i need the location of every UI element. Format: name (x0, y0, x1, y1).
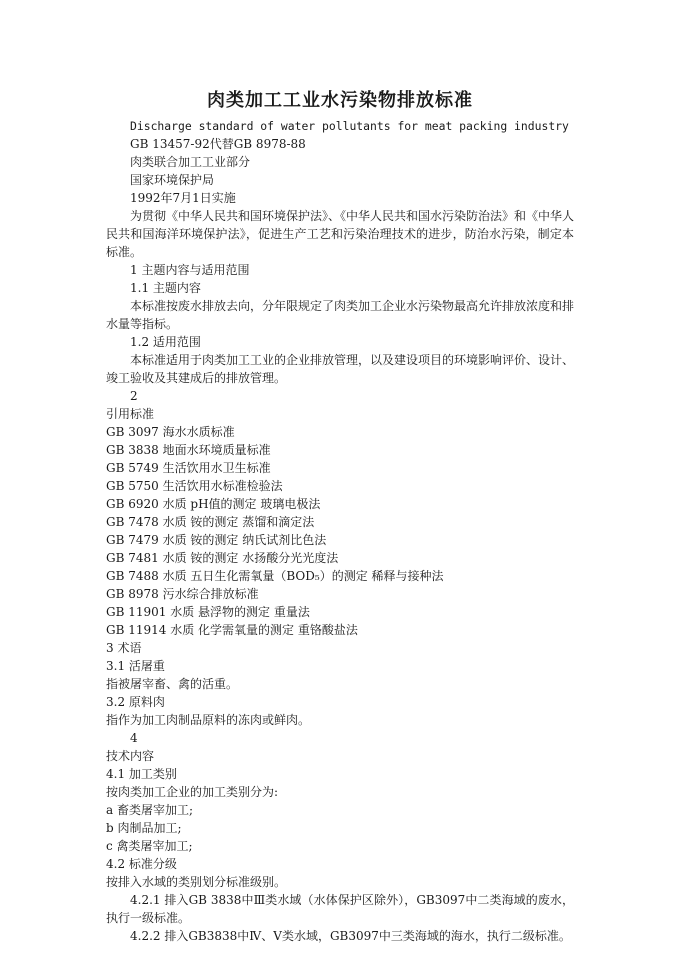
section-4-number: 4 (130, 731, 138, 745)
reference-item: GB 5750 生活饮用水标准检验法 (106, 479, 283, 493)
section-4-2-2-text: 4.2.2 排入GB3838中Ⅳ、Ⅴ类水域，GB3097中三类海域的海水，执行二级标准。 (130, 929, 571, 943)
reference-item: GB 5749 生活饮用水卫生标准 (106, 461, 271, 475)
section-3-2-title: 3.2 原料肉 (106, 695, 165, 709)
department-line-2: 国家环境保护局 (130, 173, 215, 187)
section-3-1-title: 3.1 活屠重 (106, 659, 165, 673)
reference-item: GB 11901 水质 悬浮物的测定 重量法 (106, 605, 310, 619)
category-item: b 肉制品加工; (106, 821, 182, 835)
reference-item: GB 7478 水质 铵的测定 蒸馏和滴定法 (106, 515, 315, 529)
section-2-title: 引用标准 (106, 407, 155, 421)
reference-item: GB 8978 污水综合排放标准 (106, 587, 259, 601)
reference-item: GB 3838 地面水环境质量标准 (106, 443, 271, 457)
section-1-1-title: 1.1 主题内容 (130, 281, 201, 295)
section-3-1-text: 指被屠宰畜、禽的活重。 (106, 677, 239, 691)
page-title: 肉类加工工业水污染物排放标准 (207, 90, 473, 111)
reference-item: GB 7479 水质 铵的测定 纳氏试剂比色法 (106, 533, 327, 547)
reference-item: GB 7481 水质 铵的测定 水扬酸分光光度法 (106, 551, 339, 565)
section-1-2-title: 1.2 适用范围 (130, 335, 201, 349)
department-line-1: 肉类联合加工工业部分 (130, 155, 251, 169)
section-4-2-1-text: 4.2.1 排入GB 3838中Ⅲ类水域（水体保护区除外），GB3097中二类海域的废水，执行一级标准。 (106, 893, 574, 925)
section-1-1-text: 本标准按废水排放去向，分年限规定了肉类加工企业水污染物最高允许排放浓度和排水量等指标。 (106, 299, 575, 331)
effective-date: 1992年7月1日实施 (130, 191, 236, 205)
section-1-2-text: 本标准适用于肉类加工工业的企业排放管理，以及建设项目的环境影响评价、设计、竣工验收及其建成后的排放管理。 (106, 353, 575, 385)
reference-item: GB 3097 海水水质标准 (106, 425, 235, 439)
section-3-2-text: 指作为加工肉制品原料的冻肉或鲜肉。 (106, 713, 311, 727)
reference-item: GB 11914 水质 化学需氧量的测定 重铬酸盐法 (106, 623, 358, 637)
category-item: c 禽类屠宰加工; (106, 839, 193, 853)
category-item: a 畜类屠宰加工; (106, 803, 194, 817)
section-4-2-text: 按排入水域的类别划分标准级别。 (106, 875, 287, 889)
section-3-title: 3 术语 (106, 641, 142, 655)
section-4-2-title: 4.2 标准分级 (106, 857, 177, 871)
section-1-title: 1 主题内容与适用范围 (130, 263, 250, 277)
reference-item: GB 7488 水质 五日生化需氧量（BOD₅）的测定 稀释与接种法 (106, 569, 444, 583)
section-4-1-text: 按肉类加工企业的加工类别分为: (106, 785, 279, 799)
intro-paragraph: 为贯彻《中华人民共和国环境保护法》、《中华人民共和国水污染防治法》和《中华人民共和国海洋环境保护法》，促进生产工艺和污染治理技术的进步，防治水污染，制定本标准。 (106, 209, 575, 259)
standard-number: GB 13457-92代替GB 8978-88 (130, 137, 306, 151)
section-2-number: 2 (130, 389, 138, 403)
reference-item: GB 6920 水质 pH值的测定 玻璃电极法 (106, 497, 321, 511)
section-4-1-title: 4.1 加工类别 (106, 767, 177, 781)
document-body (106, 117, 574, 945)
section-4-title: 技术内容 (106, 749, 155, 763)
english-title: Discharge standard of water pollutants for meat packing industry (130, 119, 569, 133)
